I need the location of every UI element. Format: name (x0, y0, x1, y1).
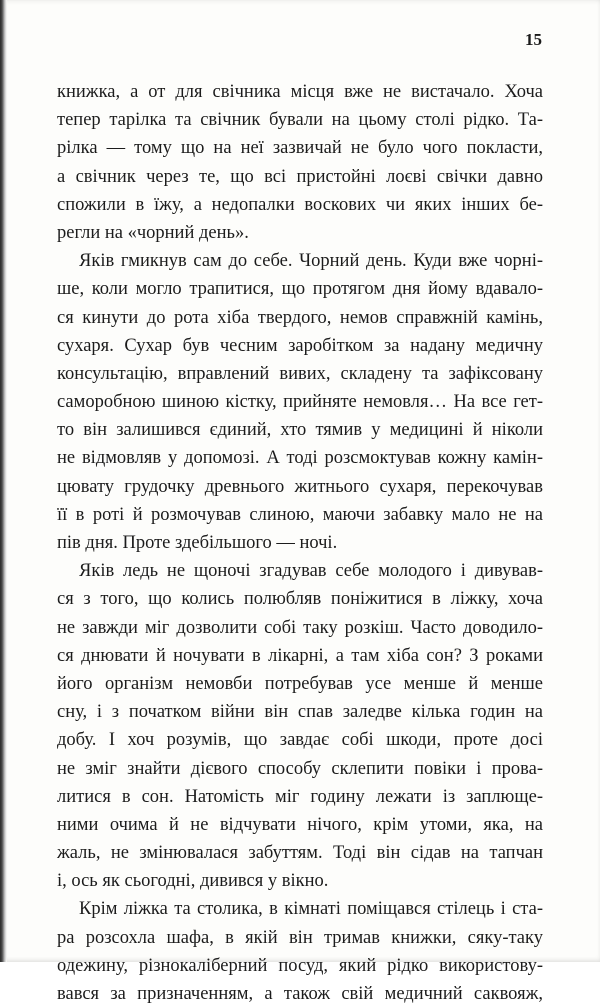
text-line: жаль, не змінювалася забуттям. Тоді він сідав на тапчан (57, 843, 543, 864)
text-line: а свічник через те, що всі пристойні лоєві свічки давно (57, 166, 543, 187)
text-line: сухаря. Сухар був чесним заробітком за надану медичну (57, 335, 543, 356)
text-line: вався за призначенням, а також свій медичний саквояж, (57, 984, 543, 1004)
text-line: ся кинути до рота хіба твердого, немов справжній камінь, (57, 307, 543, 328)
text-line: не завжди міг дозволити собі таку розкіш. Часто доводило- (57, 617, 543, 638)
paragraph-1 (57, 78, 543, 247)
text-line: ше, коли могло трапитися, що протягом дня йому вдавало- (57, 279, 543, 300)
paragraph-4 (57, 895, 543, 1008)
text-line: добу. І хоч розумів, що завдає собі шкоди, проте досі (57, 730, 543, 751)
text-line: рілка — тому що на неї зазвичай не було чого покласти, (57, 138, 543, 159)
text-line: консультацію, вправлений вивих, складену та зафіксовану (57, 363, 543, 384)
body-text (57, 78, 543, 1008)
text-line: Яків гмикнув сам до себе. Чорний день. Куди вже чорні- (79, 251, 543, 272)
text-line: не зміг знайти дієвого способу склепити повіки і прова- (57, 758, 543, 779)
text-line: одежину, різнокаліберний посуд, який рідко використову- (57, 955, 543, 976)
text-line: Крім ліжка та столика, в кімнаті поміщався стілець і ста- (79, 899, 543, 920)
text-line: ся днювати й ночувати в лікарні, а там хіба сон? З роками (57, 645, 543, 666)
text-line: регли на «чорний день». (57, 222, 249, 243)
text-line: ра розсохла шафа, в якій він тримав книжки, сяку-таку (57, 927, 543, 948)
text-line: литися в сон. Натомість міг годину лежати із заплюще- (57, 786, 543, 807)
page-binding-edge (0, 0, 7, 962)
text-line: книжка, а от для свічника місця вже не вистачало. Хоча (57, 82, 543, 102)
text-line: і, ось як сьогодні, дивився у вікно. (57, 871, 329, 892)
text-line: саморобною шиною кістку, прийняте немовля… На все гет- (57, 392, 543, 413)
text-line: то він залишився єдиний, хто тямив у медицині й ніколи (57, 420, 543, 441)
text-line: спожили в їжу, а недопалки воскових чи яких інших бе- (57, 194, 543, 215)
text-line: ними очима й не відчувати нічого, крім утоми, яка, на (57, 814, 543, 835)
text-line: ся з того, що колись полюбляв поніжитися в ліжку, хоча (57, 589, 543, 610)
text-line: його організм немовби потребував усе менше й менше (57, 673, 543, 694)
text-line: цювату грудочку древнього житнього сухаря, перекочував (57, 476, 543, 497)
text-line: не відмовляв у допомозі. А тоді розсмоктував кожну камін- (57, 448, 543, 469)
page-number: 15 (525, 30, 542, 49)
text-line: Яків ледь не щоночі згадував себе молодого і дивував- (79, 561, 543, 582)
text-line: пів дня. Проте здебільшого — ночі. (57, 533, 338, 553)
paragraph-3 (57, 557, 543, 895)
paragraph-2 (57, 247, 543, 557)
text-line: її в роті й розмочував слиною, маючи забавку мало не на (57, 504, 543, 525)
text-line: сну, і з початком війни він спав заледве кілька годин на (57, 702, 543, 723)
text-line: тепер тарілка та свічник бували на цьому столі рідко. Та- (57, 110, 543, 131)
